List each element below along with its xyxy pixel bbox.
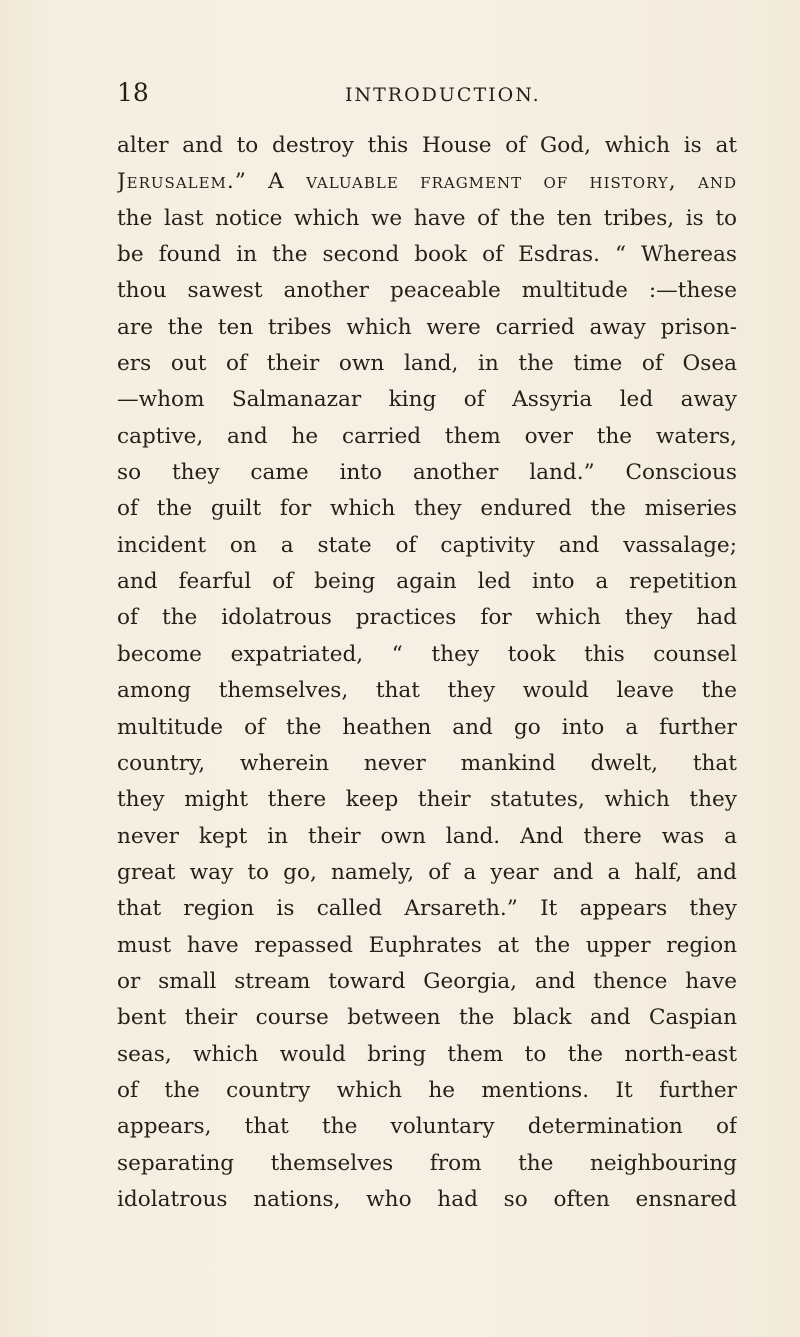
text-line: —whom Salmanazar king of Assyria led away xyxy=(117,387,737,413)
text-line: of the country which he mentions. It further xyxy=(117,1077,737,1103)
text-line: separating themselves from the neighbouring xyxy=(117,1150,737,1176)
text-line: the last notice which we have of the ten tribes, is to xyxy=(117,205,737,231)
text-line: idolatrous nations, who had so often ensnared xyxy=(117,1186,737,1212)
text-line: great way to go, namely, of a year and a half, and xyxy=(117,859,737,885)
text-line: become expatriated, “ they took this counsel xyxy=(117,641,737,667)
page-number: 18 xyxy=(117,78,149,107)
text-line: thou sawest another peaceable multitude :—these xyxy=(117,278,737,304)
text-line: incident on a state of captivity and vassalage; xyxy=(117,532,737,558)
text-line: ers out of their own land, in the time of Osea xyxy=(117,351,737,377)
running-head: INTRODUCTION. xyxy=(345,84,541,106)
text-line: or small stream toward Georgia, and thence have xyxy=(117,968,737,994)
text-line: never kept in their own land. And there was a xyxy=(117,823,737,849)
text-line: they might there keep their statutes, which they xyxy=(117,787,737,813)
text-line: and fearful of being again led into a repetition xyxy=(117,569,737,595)
text-line: captive, and he carried them over the waters, xyxy=(117,423,737,449)
text-line: multitude of the heathen and go into a further xyxy=(117,714,737,740)
text-line: country, wherein never mankind dwelt, that xyxy=(117,750,737,776)
body-text xyxy=(117,128,737,1218)
page-header xyxy=(117,78,737,112)
text-line: seas, which would bring them to the north-east xyxy=(117,1041,737,1067)
text-line: so they came into another land.” Conscious xyxy=(117,460,737,486)
text-line: bent their course between the black and Caspian xyxy=(117,1005,737,1031)
text-line: among themselves, that they would leave the xyxy=(117,678,737,704)
text-line: must have repassed Euphrates at the upper region xyxy=(117,932,737,958)
text-line: are the ten tribes which were carried away prison- xyxy=(117,314,737,340)
text-line: alter and to destroy this House of God, which is at xyxy=(117,133,737,158)
text-line: appears, that the voluntary determination of xyxy=(117,1114,737,1140)
text-line: of the idolatrous practices for which they had xyxy=(117,605,737,631)
text-line: of the guilt for which they endured the miseries xyxy=(117,496,737,522)
text-line: be found in the second book of Esdras. “ Whereas xyxy=(117,242,737,268)
text-line: Jerusalem.” A valuable fragment of history, and xyxy=(117,169,737,195)
text-line: that region is called Arsareth.” It appears they xyxy=(117,896,737,922)
